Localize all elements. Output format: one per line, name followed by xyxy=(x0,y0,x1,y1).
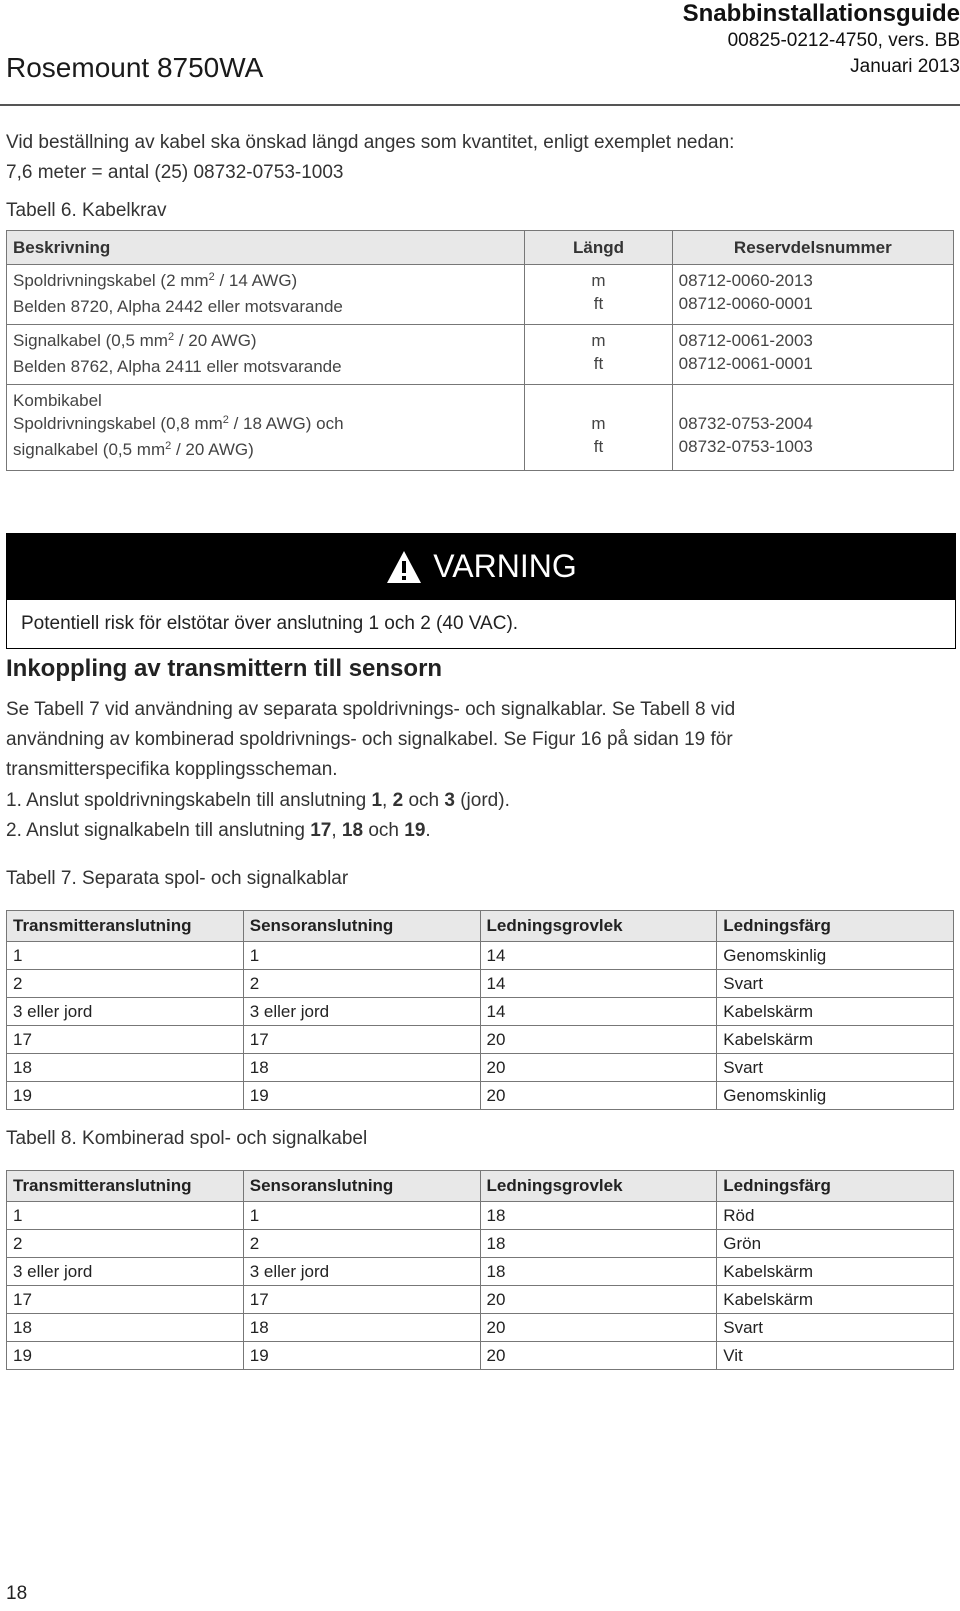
description-line: Kombikabel xyxy=(13,391,102,410)
table-cell xyxy=(672,265,953,325)
table-cell: 1 xyxy=(7,1202,244,1230)
table-cell xyxy=(672,385,953,471)
terminal-number: 1 xyxy=(371,790,383,811)
header-length: Längd xyxy=(525,231,672,265)
text-fragment: och xyxy=(403,790,445,811)
length-unit: m xyxy=(591,271,606,290)
table-row xyxy=(7,325,954,385)
text-fragment: , xyxy=(382,790,393,811)
table-cell: 18 xyxy=(243,1314,480,1342)
table-cell xyxy=(525,385,672,471)
text-fragment: / 20 AWG) xyxy=(171,440,254,459)
table-row xyxy=(7,1082,954,1110)
table-row xyxy=(7,942,954,970)
text-fragment: 1. Anslut spoldrivningskabeln till anslutning xyxy=(6,790,372,811)
header-transmitter-terminal: Transmitteranslutning xyxy=(7,1171,244,1202)
table-row xyxy=(7,1258,954,1286)
table-cell: 14 xyxy=(480,942,717,970)
table-cell: 2 xyxy=(243,970,480,998)
table-cell: 14 xyxy=(480,998,717,1026)
table-cell: 20 xyxy=(480,1026,717,1054)
table-row xyxy=(7,970,954,998)
table-cell: Vit xyxy=(717,1342,954,1370)
text-fragment: 2 xyxy=(165,440,172,452)
page-number: 18 xyxy=(6,1583,28,1604)
description-line: Belden 8762, Alpha 2411 eller motsvarande xyxy=(13,357,342,376)
table-cell: Kabelskärm xyxy=(717,1026,954,1054)
table-cell: 2 xyxy=(7,1230,244,1258)
table7-caption: Tabell 7. Separata spol- och signalkablar xyxy=(6,868,349,889)
text-fragment: 2 xyxy=(167,331,175,343)
combined-cable-table xyxy=(6,1170,954,1370)
part-number: 08712-0061-0001 xyxy=(678,354,813,373)
doc-date: Januari 2013 xyxy=(850,56,960,77)
table-cell: Kabelskärm xyxy=(717,998,954,1026)
table-cell: 18 xyxy=(7,1054,244,1082)
guide-title: Snabbinstallationsguide xyxy=(682,0,960,27)
warning-text: Potentiell risk för elstötar över anslutning 1 och 2 (40 VAC). xyxy=(21,613,519,634)
header-sensor-terminal: Sensoranslutning xyxy=(243,1171,480,1202)
table-cell: 20 xyxy=(480,1342,717,1370)
part-number: 08712-0060-2013 xyxy=(678,271,813,290)
doc-number: 00825-0212-4750, vers. BB xyxy=(727,30,960,51)
table-cell: 20 xyxy=(480,1286,717,1314)
header-sensor-terminal: Sensoranslutning xyxy=(243,911,480,942)
section-title: Inkoppling av transmittern till sensorn xyxy=(6,655,443,682)
table-cell: Genomskinlig xyxy=(717,942,954,970)
table-row xyxy=(7,1314,954,1342)
table-cell: 17 xyxy=(243,1286,480,1314)
text-fragment: / 18 AWG) och xyxy=(228,414,344,433)
part-number: 08732-0753-1003 xyxy=(678,437,813,456)
header-meta xyxy=(683,0,960,80)
length-unit: ft xyxy=(593,437,604,456)
table-row xyxy=(7,1230,954,1258)
warning-title: VARNING xyxy=(433,548,577,585)
text-fragment: Spoldrivningskabel (0,8 mm xyxy=(13,414,223,433)
table-row xyxy=(7,998,954,1026)
table6-caption: Tabell 6. Kabelkrav xyxy=(6,200,167,221)
table-cell xyxy=(525,265,672,325)
description-line xyxy=(13,412,518,438)
separate-cables-table xyxy=(6,910,954,1110)
part-number: 08712-0061-2003 xyxy=(678,331,813,350)
table-cell: Kabelskärm xyxy=(717,1286,954,1314)
table-cell: 2 xyxy=(7,970,244,998)
table-cell: 18 xyxy=(7,1314,244,1342)
description-line xyxy=(13,269,518,295)
warning-triangle-icon xyxy=(385,549,423,585)
table-cell: 17 xyxy=(7,1286,244,1314)
table-cell: 19 xyxy=(7,1342,244,1370)
text-fragment: signalkabel (0,5 mm xyxy=(13,440,166,459)
table-cell: 17 xyxy=(7,1026,244,1054)
part-number: 08732-0753-2004 xyxy=(678,414,813,433)
table-row xyxy=(7,1026,954,1054)
intro-line: 7,6 meter = antal (25) 08732-0753-1003 xyxy=(6,162,344,183)
cable-requirements-table xyxy=(6,230,954,471)
terminal-number: 17 xyxy=(310,820,332,841)
table-cell: 1 xyxy=(243,942,480,970)
intro-line: Vid beställning av kabel ska önskad längd anges som kvantitet, enligt exemplet nedan: xyxy=(6,132,735,153)
table-cell: 14 xyxy=(480,970,717,998)
table-cell: Genomskinlig xyxy=(717,1082,954,1110)
text-fragment: 2. Anslut signalkabeln till anslutning xyxy=(6,820,311,841)
table-cell: 3 eller jord xyxy=(7,998,244,1026)
text-fragment: Spoldrivningskabel (2 mm xyxy=(13,271,209,290)
header-transmitter-terminal: Transmitteranslutning xyxy=(7,911,244,942)
warning-header xyxy=(7,534,955,600)
table-cell: 19 xyxy=(243,1082,480,1110)
table-cell: 20 xyxy=(480,1054,717,1082)
table-cell xyxy=(7,325,525,385)
terminal-number: 19 xyxy=(404,820,426,841)
text-fragment: , xyxy=(331,820,342,841)
header-wire-color: Ledningsfärg xyxy=(717,1171,954,1202)
header-rule xyxy=(0,104,960,106)
section-paragraph: Se Tabell 7 vid användning av separata spoldrivnings- och signalkablar. Se Tabell 8 vid användning av kombinerad spoldrivnings- och signalkabel. Se Figur 16 på sidan 19 för transmitterspecifika kopplingsscheman. xyxy=(6,699,736,780)
table-cell: Svart xyxy=(717,970,954,998)
table-cell: 18 xyxy=(480,1258,717,1286)
table-cell xyxy=(7,385,525,471)
table-row xyxy=(7,1202,954,1230)
header-part-number: Reservdelsnummer xyxy=(672,231,953,265)
length-unit: ft xyxy=(593,294,604,313)
header-wire-color: Ledningsfärg xyxy=(717,911,954,942)
text-fragment: och xyxy=(363,820,405,841)
text-fragment: . xyxy=(425,820,431,841)
part-number: 08712-0060-0001 xyxy=(678,294,813,313)
table-cell: Röd xyxy=(717,1202,954,1230)
description-line xyxy=(13,329,518,355)
terminal-number: 18 xyxy=(341,820,364,841)
table-cell: 3 eller jord xyxy=(7,1258,244,1286)
warning-box xyxy=(6,533,956,649)
terminal-number: 3 xyxy=(444,790,455,811)
text-fragment: / 14 AWG) xyxy=(214,271,298,290)
length-unit: ft xyxy=(593,354,604,373)
table-cell: 17 xyxy=(243,1026,480,1054)
table-cell xyxy=(7,265,525,325)
terminal-number: 2 xyxy=(392,790,404,811)
table-cell: 19 xyxy=(243,1342,480,1370)
table-row xyxy=(7,1054,954,1082)
header-wire-gauge: Ledningsgrovlek xyxy=(480,911,717,942)
table-cell xyxy=(672,325,953,385)
table-cell: 20 xyxy=(480,1314,717,1342)
text-fragment: 2 xyxy=(208,271,215,283)
table-cell: 19 xyxy=(7,1082,244,1110)
header-description: Beskrivning xyxy=(7,231,525,265)
table-cell: Kabelskärm xyxy=(717,1258,954,1286)
text-fragment: (jord). xyxy=(454,790,510,811)
header-wire-gauge: Ledningsgrovlek xyxy=(480,1171,717,1202)
table-cell xyxy=(525,325,672,385)
intro-text xyxy=(6,128,734,188)
list-item xyxy=(6,786,510,816)
table-cell: 1 xyxy=(7,942,244,970)
table-row xyxy=(7,385,954,471)
text-fragment: Signalkabel (0,5 mm xyxy=(13,331,168,350)
text-fragment: 2 xyxy=(222,414,229,426)
table-cell: Svart xyxy=(717,1314,954,1342)
table-row xyxy=(7,265,954,325)
table8-caption: Tabell 8. Kombinerad spol- och signalkabel xyxy=(6,1128,368,1149)
table-cell: Svart xyxy=(717,1054,954,1082)
table-cell: 2 xyxy=(243,1230,480,1258)
document-title: Rosemount 8750WA xyxy=(6,52,264,83)
table-cell: Grön xyxy=(717,1230,954,1258)
description-line xyxy=(13,438,518,464)
table-cell: 18 xyxy=(480,1230,717,1258)
step-list xyxy=(6,786,510,846)
table-cell: 20 xyxy=(480,1082,717,1110)
table-cell: 3 eller jord xyxy=(243,998,480,1026)
table-row xyxy=(7,1286,954,1314)
length-unit: m xyxy=(591,331,606,350)
table-cell: 18 xyxy=(243,1054,480,1082)
table-row xyxy=(7,1342,954,1370)
description-line: Belden 8720, Alpha 2442 eller motsvarande xyxy=(13,297,343,316)
text-fragment: / 20 AWG) xyxy=(174,331,257,350)
list-item xyxy=(6,816,510,846)
table-cell: 1 xyxy=(243,1202,480,1230)
table-cell: 3 eller jord xyxy=(243,1258,480,1286)
length-unit: m xyxy=(591,414,606,433)
table-cell: 18 xyxy=(480,1202,717,1230)
